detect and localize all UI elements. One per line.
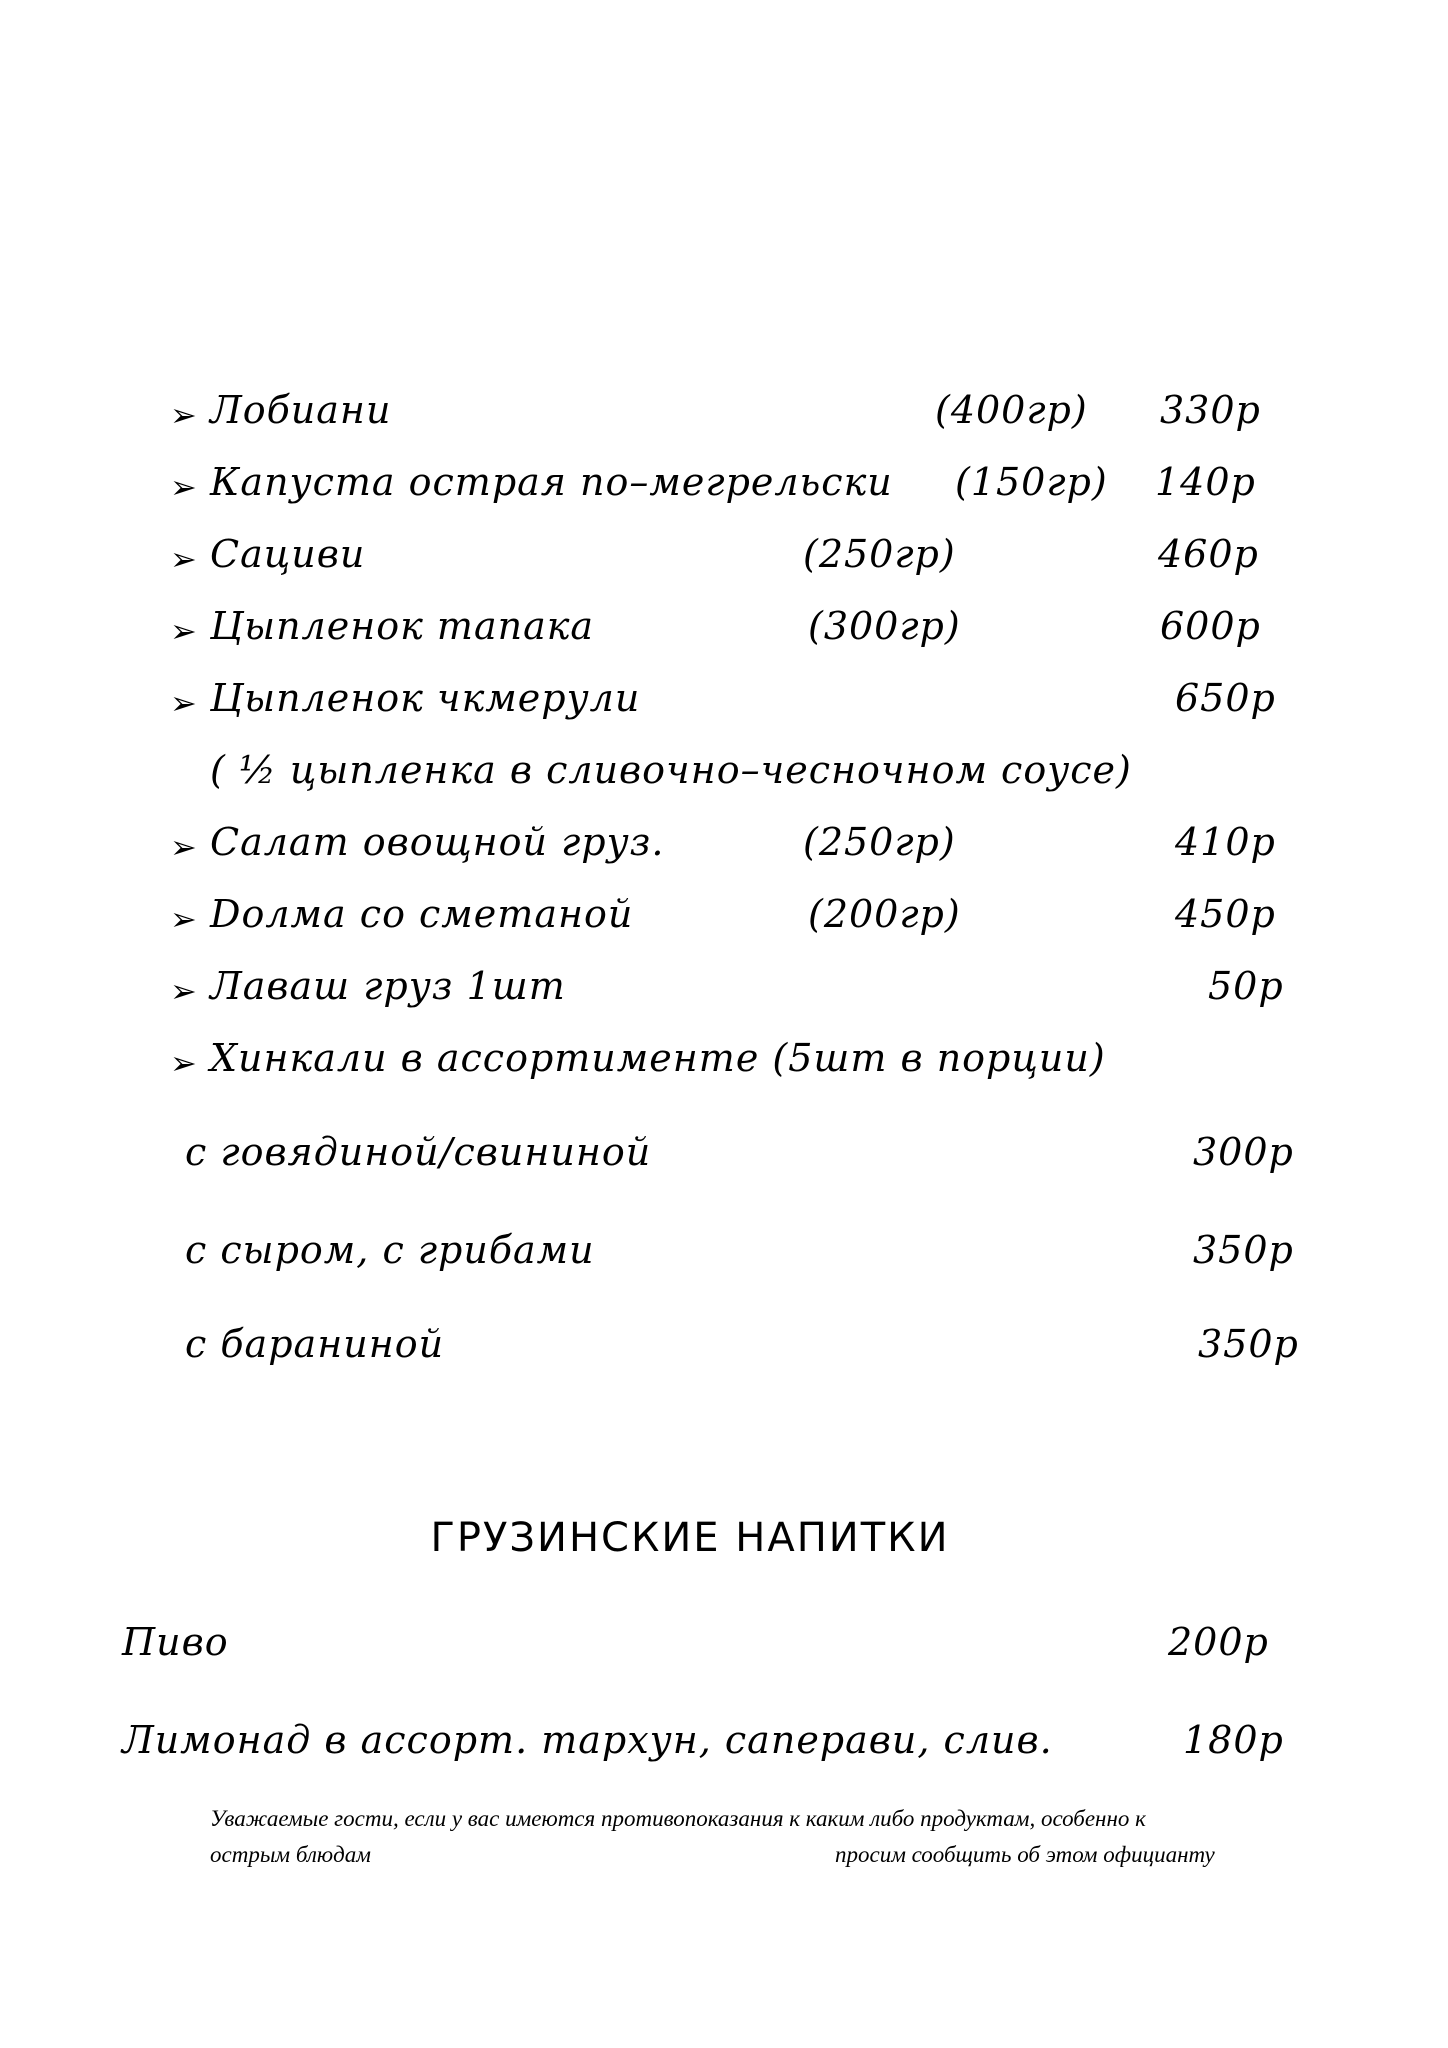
bullet-arrow-icon: ➢ bbox=[170, 1044, 198, 1082]
footer-note-line2-left: острым блюдам bbox=[210, 1842, 371, 1867]
khinkali-option bbox=[0, 1322, 1448, 1382]
option-price: 350р bbox=[1198, 1322, 1299, 1366]
option-name: с говядиной/свининой bbox=[185, 1130, 652, 1174]
menu-item bbox=[0, 388, 1448, 448]
dish-name: Цыпленок чкмерули bbox=[210, 676, 641, 720]
dish-price: 450р bbox=[1175, 892, 1276, 936]
drink-price: 180р bbox=[1183, 1718, 1284, 1762]
dish-name: Хинкали в ассортименте (5шт в порции) bbox=[210, 1036, 1106, 1080]
drinks-heading: ГРУЗИНСКИЕ НАПИТКИ bbox=[430, 1515, 950, 1561]
dish-name: Цыпленок тапака bbox=[210, 604, 595, 648]
dish-name: Dолма со сметаной bbox=[210, 892, 634, 936]
menu-item bbox=[0, 604, 1448, 664]
menu-item bbox=[0, 820, 1448, 880]
option-price: 350р bbox=[1193, 1228, 1294, 1272]
dish-price: 600р bbox=[1160, 604, 1261, 648]
menu-item bbox=[0, 532, 1448, 592]
drink-name: Лимонад в ассорт. тархун, саперави, слив. bbox=[122, 1718, 1053, 1762]
khinkali-option bbox=[0, 1228, 1448, 1288]
menu-item-note-row bbox=[0, 748, 1448, 808]
dish-price: 50р bbox=[1208, 964, 1284, 1008]
dish-price: 330р bbox=[1160, 388, 1261, 432]
dish-name: Капуста острая по–мегрельски bbox=[210, 460, 893, 504]
bullet-arrow-icon: ➢ bbox=[170, 612, 198, 650]
khinkali-option bbox=[0, 1130, 1448, 1190]
drink-name: Пиво bbox=[122, 1620, 229, 1664]
menu-item bbox=[0, 1036, 1448, 1096]
dish-note: ( ½ цыпленка в сливочно–чесночном соусе) bbox=[210, 748, 1132, 792]
dish-name: Лобиани bbox=[210, 388, 392, 432]
bullet-arrow-icon: ➢ bbox=[170, 396, 198, 434]
dish-price: 460р bbox=[1158, 532, 1259, 576]
bullet-arrow-icon: ➢ bbox=[170, 900, 198, 938]
menu-item bbox=[0, 460, 1448, 520]
drink-item bbox=[0, 1620, 1448, 1680]
bullet-arrow-icon: ➢ bbox=[170, 972, 198, 1010]
menu-item bbox=[0, 676, 1448, 736]
option-name: с сыром, с грибами bbox=[185, 1228, 595, 1272]
dish-weight: (400гр) bbox=[935, 388, 1088, 432]
drink-price: 200р bbox=[1168, 1620, 1269, 1664]
option-price: 300р bbox=[1193, 1130, 1294, 1174]
dish-name: Сациви bbox=[210, 532, 366, 576]
dish-weight: (300гр) bbox=[808, 604, 961, 648]
dish-name: Лаваш груз 1шт bbox=[210, 964, 566, 1008]
dish-weight: (250гр) bbox=[803, 532, 956, 576]
dish-price: 140р bbox=[1155, 460, 1256, 504]
drink-item bbox=[0, 1718, 1448, 1778]
bullet-arrow-icon: ➢ bbox=[170, 540, 198, 578]
footer-note-line1: Уважаемые гости, если у вас имеются противопоказания к каким либо продуктам, особенно к bbox=[210, 1806, 1146, 1831]
dish-price: 650р bbox=[1175, 676, 1276, 720]
bullet-arrow-icon: ➢ bbox=[170, 828, 198, 866]
bullet-arrow-icon: ➢ bbox=[170, 468, 198, 506]
option-name: с бараниной bbox=[185, 1322, 445, 1366]
dish-weight: (250гр) bbox=[803, 820, 956, 864]
footer-note-line2-right: просим сообщить об этом официанту bbox=[835, 1842, 1215, 1867]
dish-name: Салат овощной груз. bbox=[210, 820, 665, 864]
menu-item bbox=[0, 892, 1448, 952]
dish-weight: (150гр) bbox=[955, 460, 1108, 504]
dish-price: 410р bbox=[1175, 820, 1276, 864]
bullet-arrow-icon: ➢ bbox=[170, 684, 198, 722]
dish-weight: (200гр) bbox=[808, 892, 961, 936]
menu-item bbox=[0, 964, 1448, 1024]
